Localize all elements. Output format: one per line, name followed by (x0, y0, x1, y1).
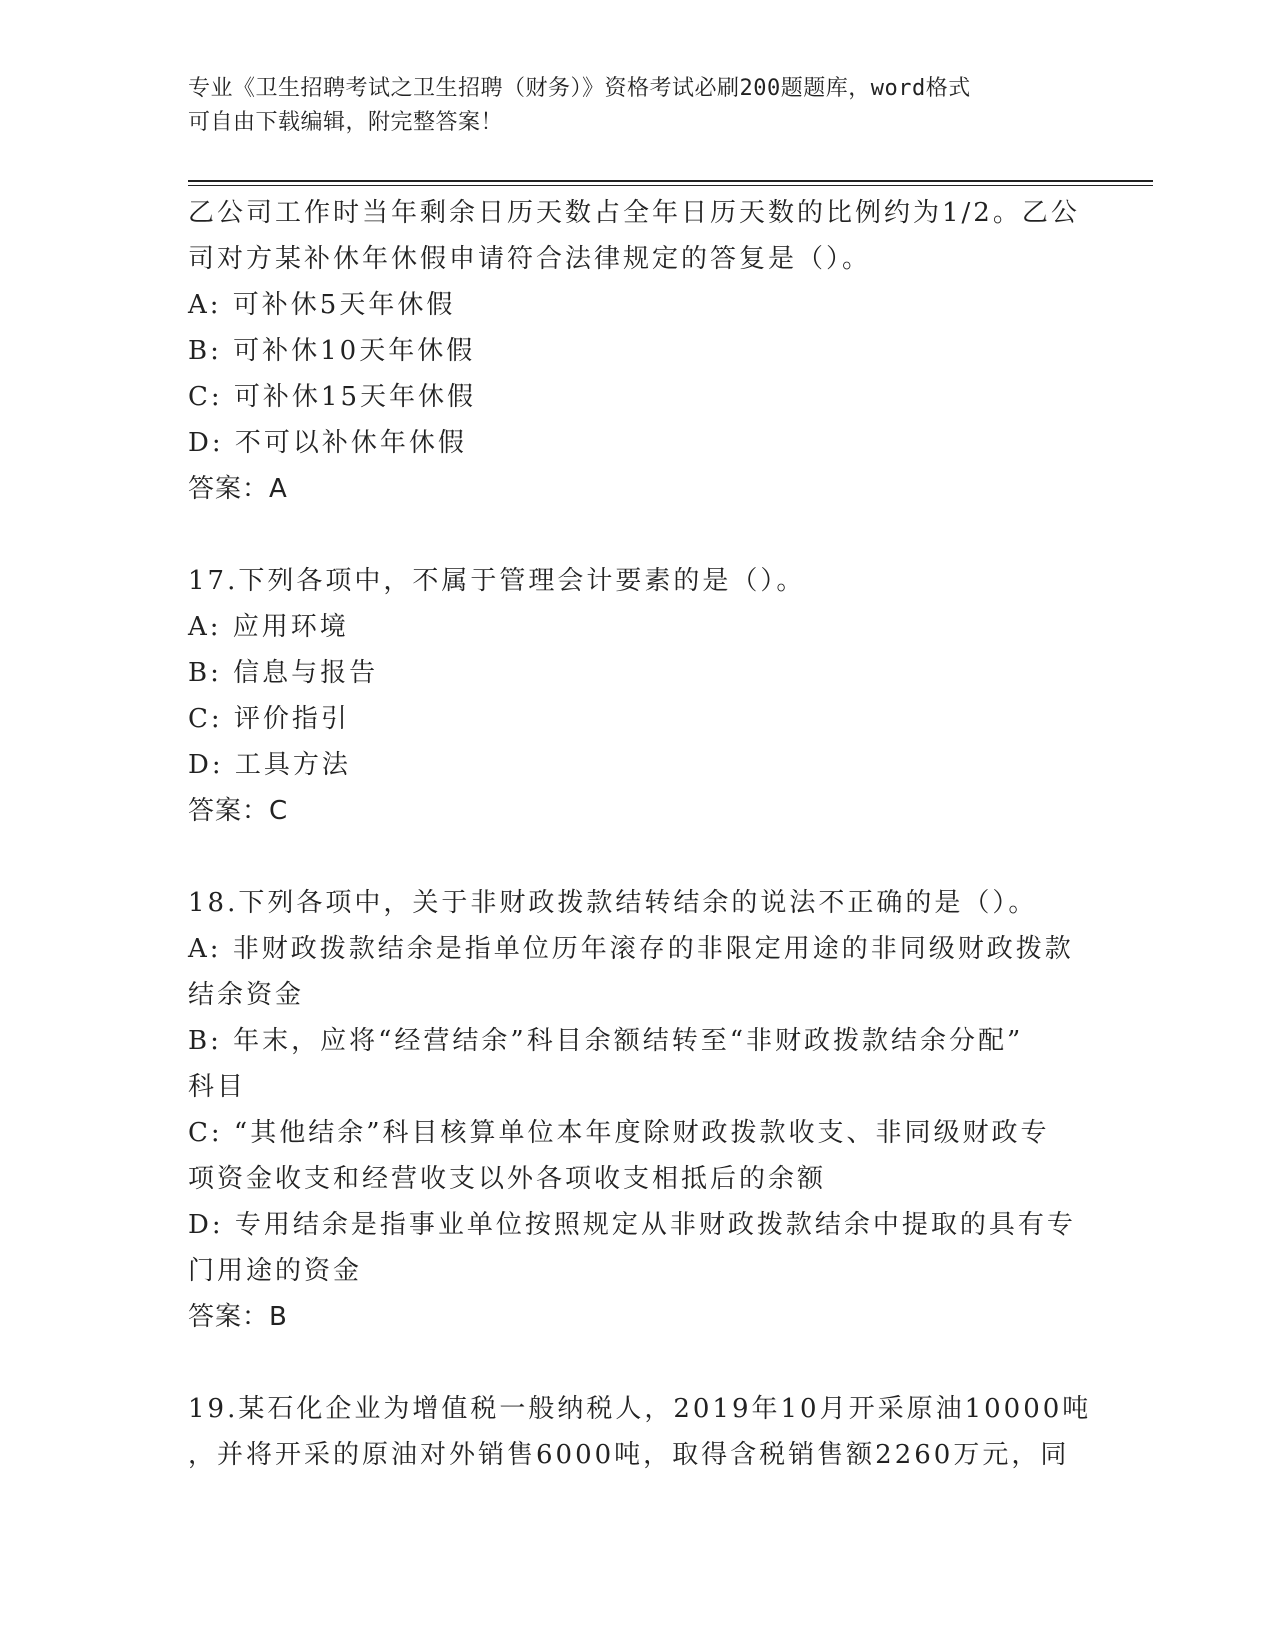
option-b: B: 信息与报告 (188, 658, 379, 688)
question-text: 司对方某补休年休假申请符合法律规定的答复是（）。 (188, 244, 872, 274)
option-c: C: 可补休15天年休假 (188, 382, 477, 412)
option-c: C: “其他结余”科目核算单位本年度除财政拨款收支、非同级财政专 (188, 1118, 1050, 1148)
question-text: 乙公司工作时当年剩余日历天数占全年日历天数的比例约为1/2。乙公 (188, 198, 1080, 228)
option-d-continued: 门用途的资金 (188, 1256, 363, 1286)
question-spacer (188, 834, 1088, 880)
answer-line: 答案：B (188, 1302, 288, 1332)
header-title-line-2: 可自由下载编辑，附完整答案！ (188, 110, 504, 135)
answer-line: 答案：A (188, 474, 288, 504)
option-a: A: 应用环境 (188, 612, 349, 642)
answer-line: 答案：C (188, 796, 289, 826)
option-a-continued: 结余资金 (188, 980, 305, 1010)
option-b: B: 可补休10天年休假 (188, 336, 476, 366)
question-spacer (188, 1340, 1088, 1386)
header-divider (188, 180, 1153, 186)
option-a: A: 可补休5天年休假 (188, 290, 456, 320)
option-d: D: 专用结余是指事业单位按照规定从非财政拨款结余中提取的具有专 (188, 1210, 1076, 1240)
option-b: B: 年末，应将“经营结余”科目余额结转至“非财政拨款结余分配” (188, 1026, 1024, 1056)
question-18 (188, 880, 1088, 1340)
document-header (188, 72, 1088, 140)
header-title-line-1: 专业《卫生招聘考试之卫生招聘（财务）》资格考试必刷200题题库，word格式 (188, 76, 971, 101)
option-d: D: 不可以补休年休假 (188, 428, 467, 458)
option-a: A: 非财政拨款结余是指单位历年滚存的非限定用途的非同级财政拨款 (188, 934, 1074, 964)
question-text: 17.下列各项中，不属于管理会计要素的是（）。 (188, 566, 806, 596)
question-text: 18.下列各项中，关于非财政拨款结转结余的说法不正确的是（）。 (188, 888, 1038, 918)
question-text: 19.某石化企业为增值税一般纳税人，2019年10月开采原油10000吨 (188, 1394, 1092, 1424)
option-b-continued: 科目 (188, 1072, 247, 1102)
question-text: ，并将开采的原油对外销售6000吨，取得含税销售额2260万元，同 (188, 1440, 1070, 1470)
option-c-continued: 项资金收支和经营收支以外各项收支相抵后的余额 (188, 1164, 827, 1194)
question-19 (188, 1386, 1092, 1478)
question-17 (188, 558, 1088, 834)
option-c: C: 评价指引 (188, 704, 350, 734)
question-spacer (188, 512, 1088, 558)
option-d: D: 工具方法 (188, 750, 351, 780)
question-content (188, 190, 1092, 1478)
question-16 (188, 190, 1088, 512)
